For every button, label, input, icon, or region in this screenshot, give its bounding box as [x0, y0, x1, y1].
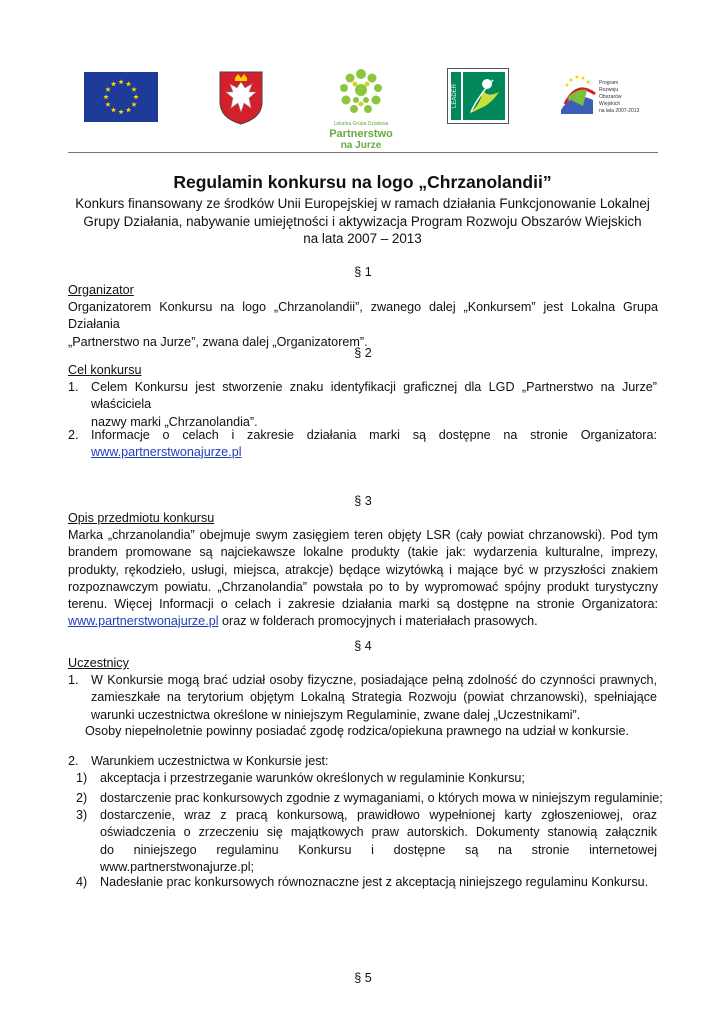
- list-number: 1.: [68, 380, 79, 394]
- section-text: [68, 299, 658, 351]
- text-line: Marka „chrzanolandia” obejmuje swym zasięgiem teren objęty LSR (cały powiat chrzanowski). Pod tym: [68, 528, 658, 542]
- list-item: [91, 379, 657, 431]
- text-line: produkty, rękodzieło, usługi, miejsca, atrakcje) będące wizytówką i mające być w przyszłości znakiem: [68, 562, 658, 577]
- section-mark: § 4: [354, 639, 372, 653]
- text-line: www.partnerstwonajurze.pl;: [100, 859, 254, 874]
- text-line: Celem Konkursu jest stworzenie znaku identyfikacji graficznej dla LGD „Partnerstwo na Jurze” właściciela: [91, 380, 657, 412]
- text-line: „Partnerstwo na Jurze”, zwana dalej „Organizatorem”.: [68, 334, 368, 349]
- text-line: warunki uczestnictwa określone w niniejszym Regulaminie, zwane dalej „Uczestnikami”.: [91, 707, 581, 722]
- page-title: Regulamin konkursu na logo „Chrzanolandii”: [173, 172, 552, 192]
- section-heading: Opis przedmiotu konkursu: [68, 511, 215, 525]
- sublist-number: 2): [76, 791, 88, 805]
- sublist-item: [100, 807, 657, 876]
- malopolska-coat-of-arms-logo: [218, 70, 264, 126]
- text-line: zamieszkałe na terytorium objętym Lokalną Strategia Rozwoju (powiat chrzanowski), spełniające: [91, 690, 657, 705]
- section-mark: § 1: [354, 265, 372, 279]
- prow-logo: [557, 70, 641, 122]
- subtitle-line: Grupy Działania, nabywanie umiejętności i aktywizacja Program Rozwoju Obszarów Wiejskich: [83, 213, 642, 229]
- sublist-number: 3): [76, 808, 88, 822]
- section-text: [68, 527, 658, 631]
- svg-text:Wiejskich: Wiejskich: [599, 101, 621, 107]
- eu-flag-logo: [84, 72, 158, 122]
- svg-text:na lata 2007-2013: na lata 2007-2013: [599, 108, 640, 114]
- sublist-number: 4): [76, 875, 88, 889]
- text-line: Organizatorem Konkursu na logo „Chrzanolandii”, zwanego dalej „Konkursem” jest Lokalna Grupa Działania: [68, 300, 658, 332]
- text-line: do niniejszego regulaminu Konkursu i dostępne są na stronie internetowej: [100, 842, 657, 857]
- section-heading: Cel konkursu: [68, 363, 142, 377]
- svg-text:na Jurze: na Jurze: [340, 140, 382, 151]
- header-divider: [68, 152, 658, 153]
- sublist-item: Nadesłanie prac konkursowych równoznaczne jest z akceptacją niniejszego regulaminu Konkursu.: [100, 875, 649, 889]
- svg-text:Rozwoju: Rozwoju: [599, 87, 619, 93]
- list-number: 2.: [68, 428, 79, 442]
- text-line: brandem promowane są najciekawsze lokalne produkty (takie jak: wydarzenia kulturalne, imprezy,: [68, 545, 658, 560]
- svg-text:Lokalna Grupa Działania: Lokalna Grupa Działania: [333, 121, 389, 127]
- svg-text:Program: Program: [599, 80, 619, 86]
- website-link[interactable]: www.partnerstwonajurze.pl: [68, 614, 219, 629]
- sublist-number: 1): [76, 771, 88, 785]
- subtitle: [60, 195, 665, 248]
- leader-logo: [447, 68, 509, 124]
- section-heading: Organizator: [68, 283, 134, 297]
- list-number: 2.: [68, 754, 79, 768]
- partnerstwo-na-jurze-logo: [326, 62, 396, 154]
- text-line: Informacje o celach i zakresie działania marki są dostępne na stronie Organizatora:: [91, 428, 657, 442]
- svg-text:Partnerstwo: Partnerstwo: [329, 128, 393, 140]
- text-line: W Konkursie mogą brać udział osoby fizyczne, posiadające pełną zdolność do czynności prawnych,: [91, 673, 657, 687]
- list-item: [91, 672, 657, 724]
- website-link[interactable]: www.partnerstwonajurze.pl: [91, 445, 242, 460]
- logo-bar: [70, 62, 657, 157]
- section-mark: § 5: [354, 971, 372, 985]
- svg-text:Obszarów: Obszarów: [599, 94, 622, 100]
- list-item: Warunkiem uczestnictwa w Konkursie jest:: [91, 754, 329, 768]
- text-line: terenu. Więcej Informacji o celach i zakresie działania marki są dostępne na stronie Organizatora:: [68, 597, 658, 612]
- list-item: [91, 427, 657, 462]
- section-mark: § 2: [354, 346, 372, 360]
- text-line: nazwy marki „Chrzanolandia”.: [91, 414, 258, 429]
- text-line: oświadczenia o zrzeczeniu się majątkowych praw autorskich. Dokumenty stanowią załącznik: [100, 825, 657, 840]
- note-text: Osoby niepełnoletnie powinny posiadać zgodę rodzica/opiekuna prawnego na udział w konkursie.: [85, 724, 629, 738]
- text-line: dostarczenie, wraz z pracą konkursową, prawidłowo wypełnionej karty zgłoszeniowej, oraz: [100, 808, 657, 822]
- subtitle-line: na lata 2007 – 2013: [303, 231, 422, 246]
- sublist-item: akceptacja i przestrzeganie warunków określonych w regulaminie Konkursu;: [100, 771, 525, 785]
- section-heading: Uczestnicy: [68, 656, 129, 670]
- svg-text:LEADER: LEADER: [452, 83, 458, 109]
- sublist-item: dostarczenie prac konkursowych zgodnie z wymaganiami, o których mowa w niniejszym regulaminie;: [100, 791, 663, 805]
- section-mark: § 3: [354, 494, 372, 508]
- text-line-tail: oraz w folderach promocyjnych i materiałach prasowych.: [218, 614, 538, 629]
- subtitle-line: Konkurs finansowany ze środków Unii Europejskiej w ramach działania Funkcjonowanie Lokalnej: [75, 196, 650, 211]
- list-number: 1.: [68, 673, 79, 687]
- text-line: rozpoznawczym powiatu. „Chrzanolandia” powstała po to by wypromować spójny produkt turystyczny: [68, 579, 658, 594]
